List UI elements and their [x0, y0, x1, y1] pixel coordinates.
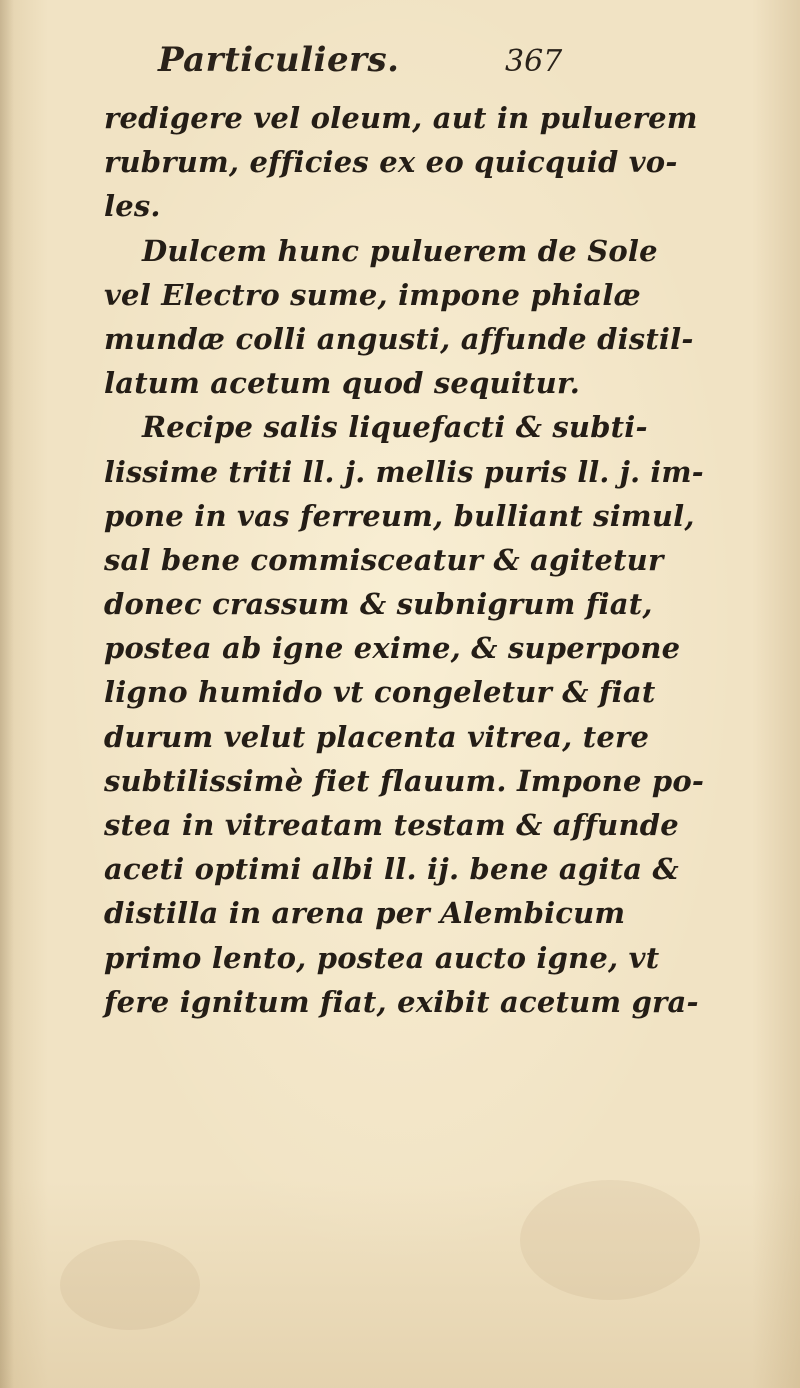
- text-line: Dulcem hunc puluerem de Sole: [142, 233, 658, 268]
- text-line: latum acetum quod sequitur.: [104, 366, 581, 401]
- text-line: aceti optimi albi ll. ij. bene agita &: [104, 852, 679, 887]
- text-line: primo lento, postea aucto igne, vt: [104, 940, 660, 975]
- text-line: sal bene commisceatur & agitetur: [104, 542, 664, 577]
- text-line: les.: [104, 189, 161, 224]
- body-text: [104, 96, 704, 1024]
- text-line: distilla in arena per Alembicum: [104, 896, 626, 931]
- text-line: pone in vas ferreum, bulliant simul,: [104, 498, 695, 533]
- paper-stain: [60, 1240, 200, 1330]
- text-line: postea ab igne exime, & superpone: [104, 631, 681, 666]
- text-line: durum velut placenta vitrea, tere: [104, 719, 650, 754]
- running-head: Particuliers.: [158, 40, 400, 80]
- page-number: 367: [505, 44, 563, 79]
- text-line: subtilissimè fiet flauum. Impone po-: [104, 763, 705, 798]
- binding-edge: [0, 0, 14, 1388]
- text-line: donec crassum & subnigrum fiat,: [104, 587, 653, 622]
- text-line: ligno humido vt congeletur & fiat: [104, 675, 656, 710]
- text-line: redigere vel oleum, aut in puluerem: [104, 101, 698, 135]
- paper-stain: [520, 1180, 700, 1300]
- text-line: Recipe salis liquefacti & subti-: [142, 410, 648, 445]
- page-header: [0, 34, 800, 94]
- text-line: lissime triti ll. j. mellis puris ll. j. im-: [104, 454, 704, 489]
- text-line: fere ignitum fiat, exibit acetum gra-: [104, 984, 699, 1019]
- text-line: mundæ colli angusti, affunde distil-: [104, 321, 694, 356]
- text-line: rubrum, efficies ex eo quicquid vo-: [104, 145, 678, 180]
- text-line: stea in vitreatam testam & affunde: [104, 808, 679, 842]
- text-line: vel Electro sume, impone phialæ: [104, 277, 641, 312]
